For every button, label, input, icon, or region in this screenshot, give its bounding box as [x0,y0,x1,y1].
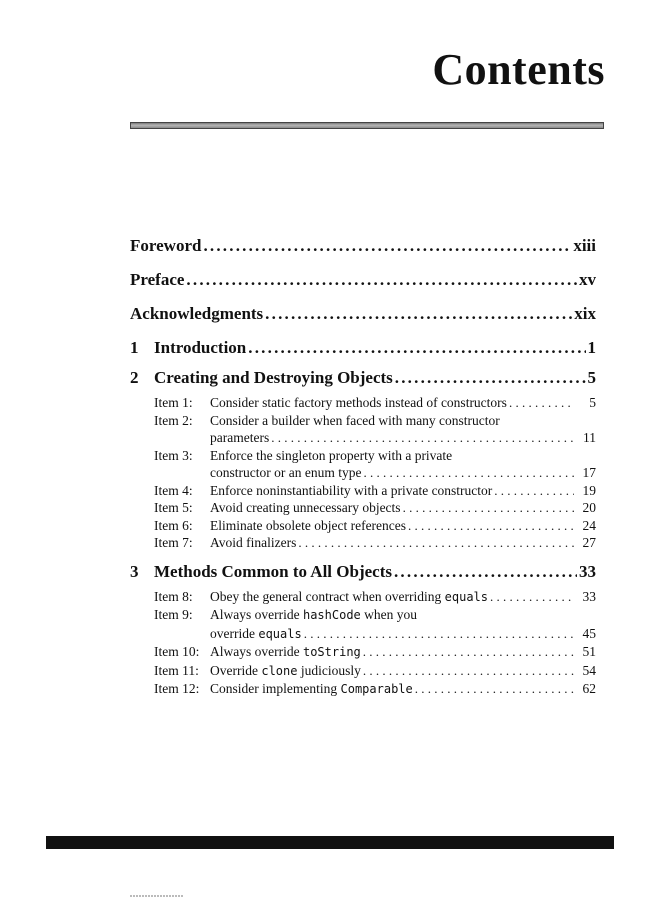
toc-entry-page: xv [579,270,596,289]
item-title [210,394,507,412]
item-title-line [210,499,596,517]
item-page: 51 [582,644,596,659]
dot-leader [203,232,571,260]
toc-entry-label: Foreword [130,236,202,255]
item-entry[interactable] [154,606,596,643]
item-list [130,394,596,552]
item-number: Item 4: [154,482,193,498]
chapter-heading[interactable] [130,334,596,364]
item-title [210,482,492,500]
chapter-page: 1 [587,338,596,357]
chapter-block [130,364,596,552]
item-text: Enforce the singleton property with a private [210,447,453,463]
chapter-title: Introduction [154,338,247,357]
item-title [210,534,296,552]
item-text: override [210,625,259,641]
footer-bar [46,836,614,849]
item-title [210,499,401,517]
item-text: Always override [210,644,303,659]
footer-mark [130,895,184,897]
item-entry[interactable] [154,680,596,699]
item-body [210,482,596,500]
item-text: Enforce noninstantiability with a private constructor [210,482,493,498]
item-title-line [210,464,596,482]
dot-leader [490,588,574,606]
chapter-heading[interactable] [130,558,596,588]
item-text: Override [210,662,262,678]
item-page: 17 [582,465,596,480]
item-title [210,680,413,699]
item-body [210,534,596,552]
item-text: Obey the general contract when overriding [210,588,445,604]
dot-leader [304,625,574,643]
item-body [210,680,596,699]
chapter-page: 33 [579,561,596,581]
item-entry[interactable] [154,534,596,552]
chapter-title: Methods Common to All Objects [154,561,392,581]
item-page: 62 [582,681,596,696]
item-title [210,662,361,681]
front-matter-list [130,232,596,334]
item-page: 11 [583,430,596,445]
dot-leader [271,429,574,447]
toc-entry-label: Acknowledgments [130,304,264,323]
chapter-block [130,558,596,699]
dot-leader [494,482,574,500]
dot-leader [248,334,585,362]
chapter-heading[interactable] [130,364,596,394]
item-title-line [210,643,596,662]
chapter-number: 2 [130,368,139,387]
chapter-page: 5 [587,368,596,387]
dot-leader [395,364,586,392]
code-identifier: equals [444,589,489,604]
chapter-number: 3 [130,561,139,581]
item-title-line [210,662,596,681]
item-text: when you [360,607,418,622]
item-title [210,412,500,430]
title-rule [130,122,604,129]
item-text: Avoid creating unnecessary objects [210,500,401,515]
item-text: Avoid finalizers [210,535,297,550]
chapter-list [130,334,596,699]
item-page: 20 [582,500,596,515]
dot-leader [509,394,574,412]
item-text: Consider implementing [210,681,341,696]
item-title-line [210,606,596,625]
item-title-line [210,625,596,644]
item-number: Item 3: [154,447,193,463]
item-page: 24 [582,517,596,533]
item-title-line [210,534,596,552]
item-number: Item 12: [154,681,200,696]
dot-leader [408,517,574,535]
item-body [210,517,596,535]
item-body [210,499,596,517]
toc-entry-acknowledgments[interactable] [130,300,596,334]
chapter-title: Creating and Destroying Objects [154,368,393,387]
item-number: Item 1: [154,395,193,410]
item-body [210,662,596,681]
dot-leader [363,643,574,661]
table-of-contents [130,232,596,705]
code-identifier: hashCode [302,608,361,622]
item-page: 33 [582,588,596,604]
dot-leader [363,464,574,482]
item-title-line [210,429,596,447]
item-body [210,412,596,447]
chapter-number: 1 [130,338,139,357]
item-title-line [210,412,596,430]
toc-entry-page: xiii [573,236,596,255]
dot-leader [298,534,574,552]
code-identifier: clone [261,663,298,678]
item-title-line [210,588,596,607]
item-title [210,588,488,607]
item-number: Item 8: [154,588,193,604]
toc-entry-foreword[interactable] [130,232,596,266]
item-text: Consider static factory methods instead of constructors [210,395,507,410]
code-identifier: Comparable [340,682,413,696]
item-page: 27 [582,535,596,550]
item-entry[interactable] [154,499,596,517]
item-entry[interactable] [154,482,596,500]
toc-entry-page: xix [574,304,596,323]
item-text: parameters [210,430,270,445]
item-text: constructor or an enum type [210,465,362,480]
item-title-line [210,517,596,535]
item-title [210,625,302,644]
dot-leader [403,499,574,517]
item-page: 5 [589,395,596,410]
item-title-line [210,447,596,465]
code-identifier: equals [258,626,302,641]
code-identifier: toString [302,645,361,659]
item-number: Item 2: [154,412,193,428]
item-title [210,606,417,625]
dot-leader [186,266,577,294]
item-text: Eliminate obsolete object references [210,517,407,533]
item-text: Consider a builder when faced with many constructor [210,412,500,428]
item-body [210,606,596,643]
item-title [210,447,452,465]
item-page: 45 [582,625,596,641]
item-page: 54 [582,662,596,678]
item-text: judiciously [297,662,361,678]
dot-leader [394,558,577,586]
item-title-line [210,680,596,699]
item-entry[interactable] [154,447,596,482]
item-title [210,517,406,535]
dot-leader [265,300,572,328]
item-title [210,429,269,447]
dot-leader [363,662,574,680]
item-number: Item 6: [154,517,193,533]
item-entry[interactable] [154,517,596,535]
item-body [210,588,596,607]
toc-entry-label: Preface [130,270,185,289]
item-number: Item 11: [154,662,199,678]
item-body [210,394,596,412]
item-title [210,643,361,662]
item-entry[interactable] [154,643,596,662]
item-entry[interactable] [154,394,596,412]
item-number: Item 10: [154,644,200,659]
toc-entry-preface[interactable] [130,266,596,300]
item-number: Item 5: [154,500,193,515]
item-entry[interactable] [154,662,596,681]
item-body [210,447,596,482]
item-list [130,588,596,699]
dot-leader [415,680,574,698]
item-title-line [210,394,596,412]
item-title [210,464,361,482]
item-entry[interactable] [154,588,596,607]
item-page: 19 [582,482,596,498]
item-title-line [210,482,596,500]
page-title: Contents [432,45,605,94]
item-entry[interactable] [154,412,596,447]
item-text: Always override [210,607,303,622]
item-body [210,643,596,662]
item-number: Item 9: [154,607,193,622]
chapter-block [130,334,596,364]
item-number: Item 7: [154,535,193,550]
